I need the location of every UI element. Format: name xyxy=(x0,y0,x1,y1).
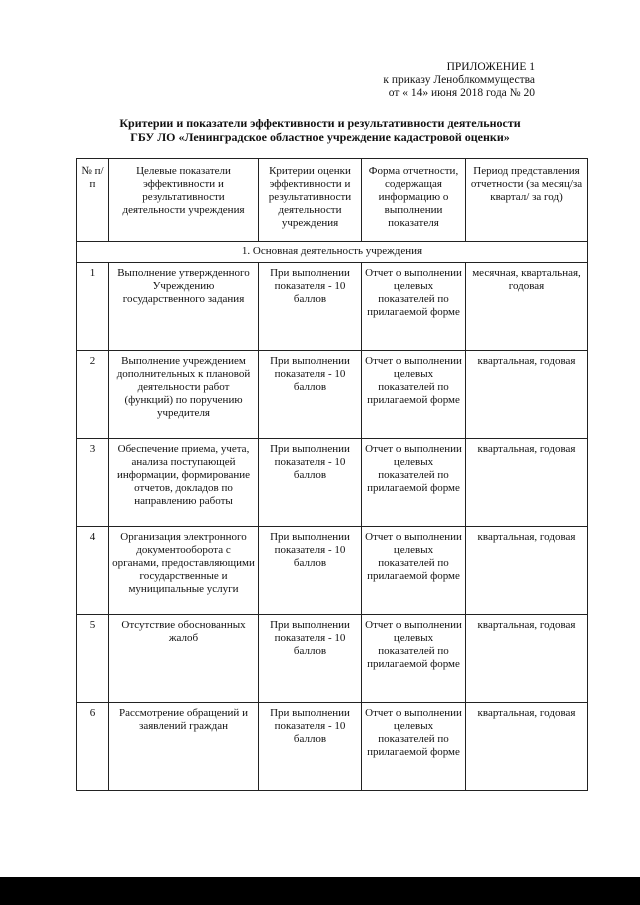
header-num: № п/п xyxy=(77,159,109,242)
heading-line-2: ГБУ ЛО «Ленинградское областное учреждение кадастровой оценки» xyxy=(130,130,510,144)
header-form: Форма отчетности, содержащая информацию о выполнении показателя xyxy=(362,159,466,242)
table-row xyxy=(77,703,588,791)
row-indicator: Выполнение утвержденного Учреждению государственного задания xyxy=(109,263,259,351)
row-form: Отчет о выполнении целевых показателей по прилагаемой форме xyxy=(362,615,466,703)
header-period: Период представления отчетности (за месяц/за квартал/ за год) xyxy=(466,159,588,242)
row-period: квартальная, годовая xyxy=(466,351,588,439)
row-criteria: При выполнении показателя - 10 баллов xyxy=(259,703,362,791)
table-row xyxy=(77,263,588,351)
row-form: Отчет о выполнении целевых показателей по прилагаемой форме xyxy=(362,527,466,615)
appendix-order-ref: к приказу Леноблкоммущества xyxy=(383,74,535,86)
document-heading xyxy=(0,116,640,144)
section-row xyxy=(77,242,588,263)
row-criteria: При выполнении показателя - 10 баллов xyxy=(259,351,362,439)
row-period: месячная, квартальная, годовая xyxy=(466,263,588,351)
row-form: Отчет о выполнении целевых показателей по прилагаемой форме xyxy=(362,263,466,351)
row-num: 3 xyxy=(77,439,109,527)
row-period: квартальная, годовая xyxy=(466,527,588,615)
scan-bottom-edge xyxy=(0,877,640,905)
appendix-title: ПРИЛОЖЕНИЕ 1 xyxy=(446,61,535,73)
row-num: 5 xyxy=(77,615,109,703)
row-indicator: Выполнение учреждением дополнительных к плановой деятельности работ (функций) по поручению учредителя xyxy=(109,351,259,439)
row-indicator: Обеспечение приема, учета, анализа поступающей информации, формирование отчетов, докладов по направлению работы xyxy=(109,439,259,527)
table-row xyxy=(77,439,588,527)
appendix-block xyxy=(383,61,535,100)
row-num: 4 xyxy=(77,527,109,615)
appendix-date: от « 14» июня 2018 года № 20 xyxy=(388,87,535,99)
table-row xyxy=(77,351,588,439)
table-header-row xyxy=(77,159,588,242)
row-form: Отчет о выполнении целевых показателей по прилагаемой форме xyxy=(362,703,466,791)
table-row xyxy=(77,527,588,615)
row-indicator: Рассмотрение обращений и заявлений граждан xyxy=(109,703,259,791)
row-criteria: При выполнении показателя - 10 баллов xyxy=(259,615,362,703)
header-indicator: Целевые показатели эффективности и результативности деятельности учреждения xyxy=(109,159,259,242)
table-row xyxy=(77,615,588,703)
row-form: Отчет о выполнении целевых показателей по прилагаемой форме xyxy=(362,351,466,439)
row-indicator: Организация электронного документооборота с органами, предоставляющими государственные и муниципальные услуги xyxy=(109,527,259,615)
row-period: квартальная, годовая xyxy=(466,703,588,791)
header-criteria: Критерии оценки эффективности и результативности деятельности учреждения xyxy=(259,159,362,242)
row-indicator: Отсутствие обоснованных жалоб xyxy=(109,615,259,703)
section-title: 1. Основная деятельность учреждения xyxy=(77,242,588,263)
row-period: квартальная, годовая xyxy=(466,615,588,703)
row-form: Отчет о выполнении целевых показателей по прилагаемой форме xyxy=(362,439,466,527)
row-criteria: При выполнении показателя - 10 баллов xyxy=(259,263,362,351)
row-num: 1 xyxy=(77,263,109,351)
row-criteria: При выполнении показателя - 10 баллов xyxy=(259,439,362,527)
row-num: 2 xyxy=(77,351,109,439)
row-num: 6 xyxy=(77,703,109,791)
row-criteria: При выполнении показателя - 10 баллов xyxy=(259,527,362,615)
row-period: квартальная, годовая xyxy=(466,439,588,527)
heading-line-1: Критерии и показатели эффективности и результативности деятельности xyxy=(119,116,521,130)
criteria-table xyxy=(76,158,588,791)
